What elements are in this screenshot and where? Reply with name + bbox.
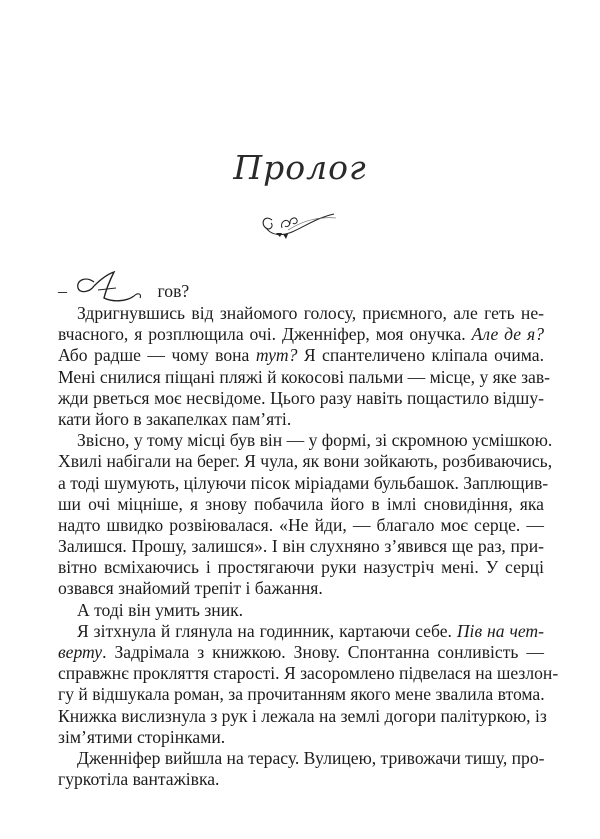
italic-text-segment: Пів на чет- <box>456 620 544 641</box>
text-segment: гу й відшукала роман, за прочитанням якого мене звалила втома. <box>58 684 545 705</box>
text-segment: Дженніфер вийшла на терасу. Вулицею, тривожачи тишу, про- <box>77 747 545 768</box>
text-segment: А тоді він умить зник. <box>77 599 244 620</box>
text-segment: Або радше — чому вона <box>58 345 256 366</box>
text-line <box>58 324 544 345</box>
text-line <box>58 769 544 790</box>
text-segment: . Задрімала з книжкою. Знову. Спонтанна сонливість — <box>102 642 544 662</box>
paragraph <box>58 270 544 303</box>
text-line <box>58 557 544 578</box>
text-segment: Я зітхнула й глянула на годинник, картаючи себе. <box>77 620 457 641</box>
text-line <box>58 642 544 663</box>
paragraph <box>58 430 553 600</box>
paragraph <box>58 303 551 430</box>
text-line <box>58 472 549 494</box>
text-line <box>58 536 544 557</box>
text-line <box>58 727 544 748</box>
text-segment: Здригнувшись від знайомого голосу, приємного, але геть не- <box>77 303 544 323</box>
italic-text-segment: верту <box>58 642 103 662</box>
text-segment: Я спантеличено кліпала очима. <box>297 345 544 366</box>
text-line <box>58 430 553 451</box>
text-line <box>58 705 547 727</box>
text-line <box>58 748 544 769</box>
text-line <box>58 388 544 409</box>
dialogue-dash: – <box>58 281 72 301</box>
text-line <box>58 663 559 684</box>
text-segment: гов? <box>157 281 190 301</box>
text-segment: кати його в закапелках пам’яті. <box>58 408 292 429</box>
text-line <box>58 303 544 324</box>
text-segment: Залишся. Прошу, залишся». І він слухняно з’явився ще раз, при- <box>58 536 544 557</box>
text-segment: ши очі міцніше, я знову побачила його в імлі сновидіння, яка <box>58 493 544 514</box>
text-line <box>58 515 544 536</box>
text-line <box>58 494 544 515</box>
text-segment: Звісно, у тому місці був він — у формі, зі скромною усмішкою. <box>77 430 553 451</box>
text-segment: жди рветься моє несвідоме. Цього разу навіть пощастило відшу- <box>58 387 544 408</box>
text-segment: справжнє прокляття старості. Я засоромлено підвелася на шезлон- <box>58 663 559 684</box>
text-segment: вітно всміхаючись і простягаючи руки назустріч мені. У серці <box>58 557 544 578</box>
paragraph <box>58 748 544 790</box>
text-segment: вчасного, я розплющила очі. Дженніфер, моя онучка. <box>58 324 472 345</box>
text-line <box>58 409 544 430</box>
text-segment: гуркотіла вантажівка. <box>58 769 220 790</box>
paragraph <box>58 600 544 621</box>
text-segment: зім’ятими сторінками. <box>58 726 226 747</box>
italic-text-segment: тут? <box>255 345 298 366</box>
text-line <box>58 270 544 303</box>
prologue-text <box>58 270 559 790</box>
chapter-title: Пролог <box>233 148 367 187</box>
text-line <box>58 345 544 366</box>
text-line <box>58 684 544 705</box>
text-segment: Хвилі набігали на берег. Я чула, як вони зойкають, розбиваючись, <box>58 451 553 472</box>
text-segment: Книжка вислизнула з рук і лежала на землі догори палітуркою, із <box>58 705 547 726</box>
italic-text-segment: Але де я? <box>471 324 544 345</box>
text-line <box>58 578 544 599</box>
drop-cap <box>72 270 158 303</box>
floral-flourish-icon <box>258 206 338 246</box>
text-segment: Мені снилися піщані пляжі й кокосові пальми — місце, у яке зав- <box>58 366 551 387</box>
text-line <box>58 451 553 472</box>
text-line <box>58 600 544 621</box>
text-segment: а тоді шумують, цілуючи пісок міріадами бульбашок. Заплющив- <box>58 472 549 493</box>
text-line <box>58 366 551 388</box>
text-line <box>58 621 544 642</box>
paragraph <box>58 620 559 748</box>
text-segment: надто швидко розвіювалася. «Не йди, — благало моє серце. — <box>58 514 544 535</box>
text-segment: озвався знайомий трепіт і бажання. <box>58 578 323 599</box>
